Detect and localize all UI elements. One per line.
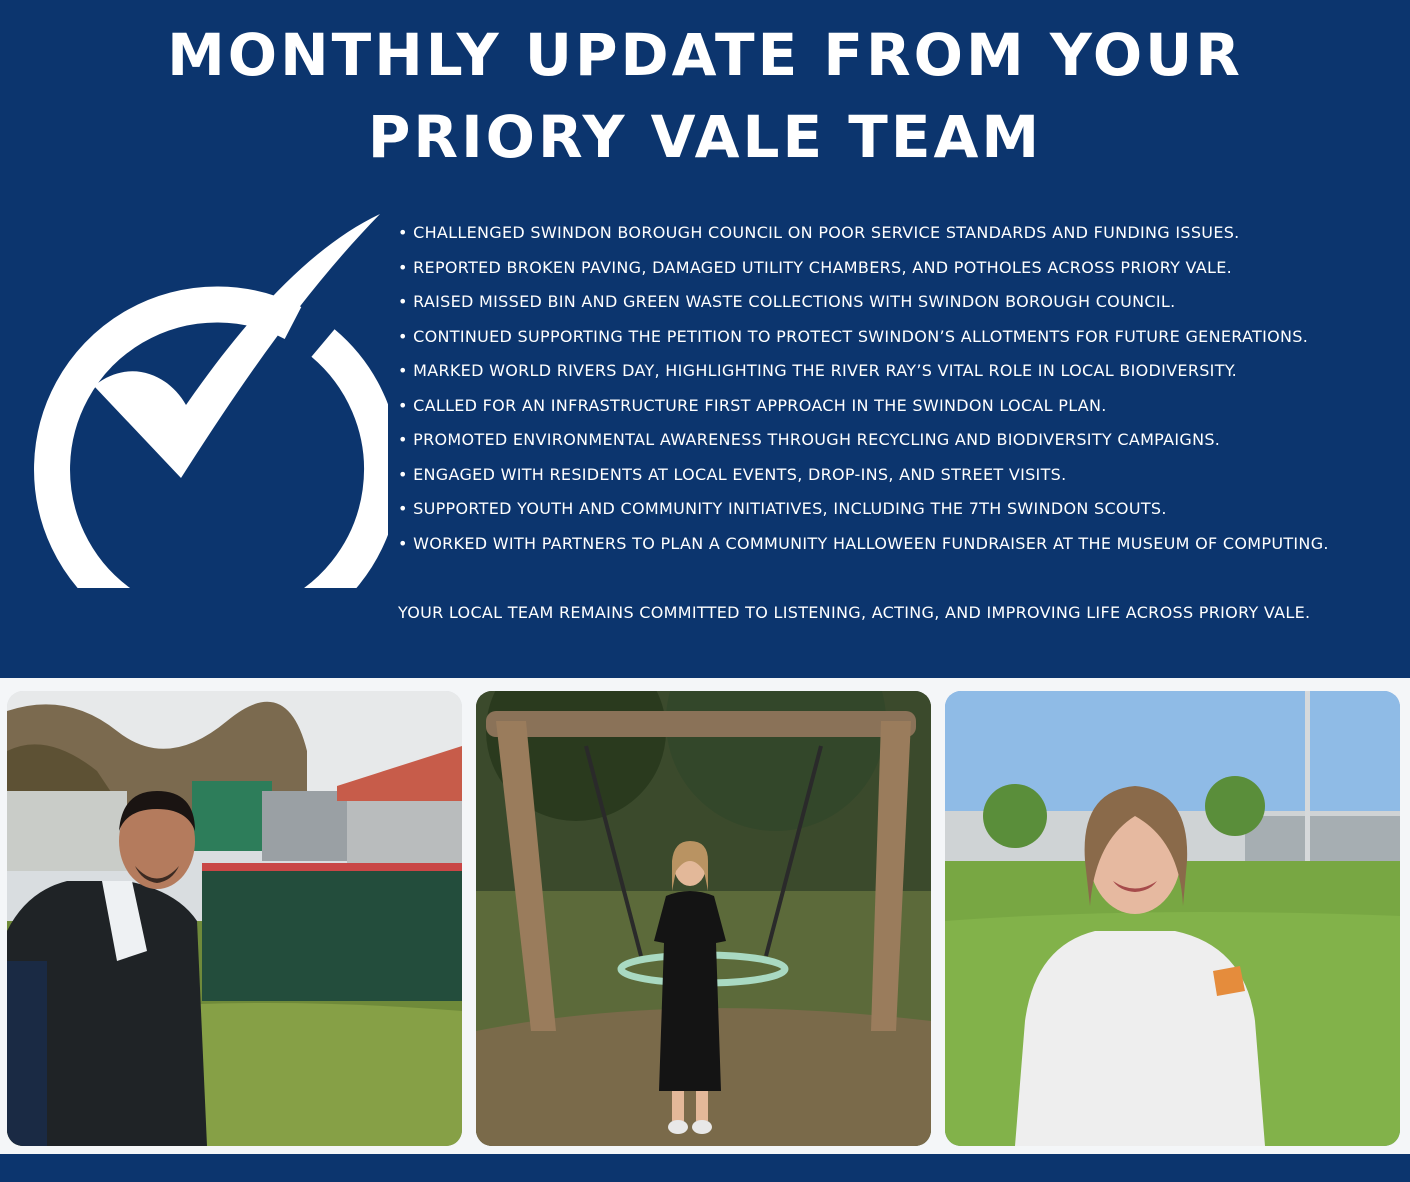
page-title <box>0 14 1410 178</box>
closing-statement: YOUR LOCAL TEAM REMAINS COMMITTED TO LISTENING, ACTING, AND IMPROVING LIFE ACROSS PRIORY VALE. <box>398 602 1311 622</box>
update-item: • CALLED FOR AN INFRASTRUCTURE FIRST APPROACH IN THE SWINDON LOCAL PLAN. <box>398 395 1107 415</box>
update-item: • PROMOTED ENVIRONMENTAL AWARENESS THROUGH RECYCLING AND BIODIVERSITY CAMPAIGNS. <box>398 430 1221 449</box>
title-line-1: MONTHLY UPDATE FROM YOUR <box>167 21 1243 89</box>
photo-team-member-2 <box>476 691 931 1146</box>
title-line-2: PRIORY VALE TEAM <box>367 103 1043 171</box>
update-item: • WORKED WITH PARTNERS TO PLAN A COMMUNITY HALLOWEEN FUNDRAISER AT THE MUSEUM OF COMPUTING. <box>398 533 1329 553</box>
photo-strip <box>0 678 1410 1154</box>
update-item: • ENGAGED WITH RESIDENTS AT LOCAL EVENTS, DROP-INS, AND STREET VISITS. <box>398 464 1067 484</box>
updates-list <box>398 216 1403 630</box>
check-circle-icon <box>8 208 388 588</box>
update-item: • SUPPORTED YOUTH AND COMMUNITY INITIATIVES, INCLUDING THE 7TH SWINDON SCOUTS. <box>398 499 1167 518</box>
photo-team-member-3 <box>945 691 1400 1146</box>
update-item: • RAISED MISSED BIN AND GREEN WASTE COLLECTIONS WITH SWINDON BOROUGH COUNCIL. <box>398 292 1176 311</box>
update-item: • REPORTED BROKEN PAVING, DAMAGED UTILITY CHAMBERS, AND POTHOLES ACROSS PRIORY VALE. <box>398 257 1233 277</box>
update-item: • CONTINUED SUPPORTING THE PETITION TO PROTECT SWINDON’S ALLOTMENTS FOR FUTURE GENERATIONS. <box>398 326 1309 346</box>
update-item: • CHALLENGED SWINDON BOROUGH COUNCIL ON POOR SERVICE STANDARDS AND FUNDING ISSUES. <box>398 223 1240 242</box>
footer-bar <box>0 1154 1410 1182</box>
photo-team-member-1 <box>7 691 462 1146</box>
update-item: • MARKED WORLD RIVERS DAY, HIGHLIGHTING THE RIVER RAY’S VITAL ROLE IN LOCAL BIODIVERSITY. <box>398 361 1237 380</box>
